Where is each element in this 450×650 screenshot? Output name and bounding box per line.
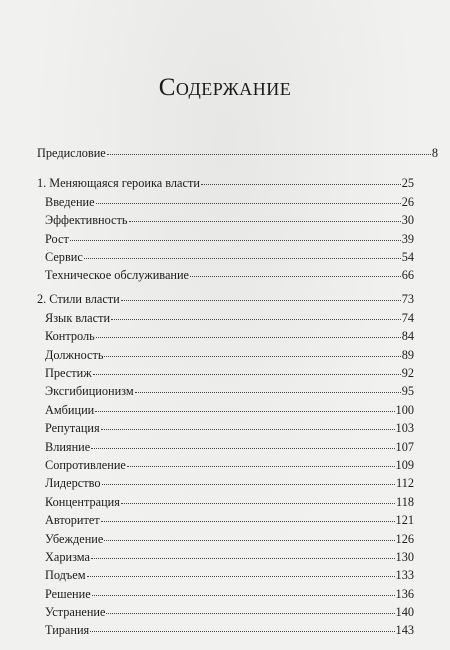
toc-entry — [45, 605, 414, 619]
toc-entry — [37, 292, 414, 306]
toc-entry — [45, 587, 414, 601]
toc-entry — [45, 250, 414, 264]
toc-entry-label: Репутация — [45, 421, 100, 435]
toc-entry-page-number: 133 — [395, 568, 414, 582]
toc-entry-page-number: 73 — [401, 292, 414, 306]
toc-entry-page-number: 126 — [395, 532, 414, 546]
toc-entry — [45, 195, 414, 209]
dot-leader — [87, 576, 395, 577]
toc-entry-page-number: 143 — [395, 623, 414, 637]
toc-entry-label: Влияние — [45, 440, 91, 454]
toc-entry-page-number: 121 — [395, 513, 414, 527]
page-title: Содержание — [158, 74, 292, 101]
dot-leader — [92, 595, 395, 596]
dot-leader — [93, 374, 401, 375]
toc-entry-page-number: 66 — [401, 268, 414, 282]
toc-entry — [45, 623, 414, 637]
toc-entry-page-number: 39 — [401, 232, 414, 246]
toc-entry — [45, 476, 414, 490]
toc-entry-label: Концентрация — [45, 495, 120, 509]
dot-leader — [190, 276, 401, 277]
toc-entry-label: Тирания — [45, 623, 90, 637]
toc-entry — [45, 384, 414, 398]
dot-leader — [127, 466, 395, 467]
toc-entry-page-number: 112 — [396, 476, 414, 490]
toc-entry-label: Сервис — [45, 250, 83, 264]
toc-entry — [45, 213, 414, 227]
toc-entry-label: Эксгибиционизм — [45, 384, 134, 398]
dot-leader — [91, 558, 395, 559]
dot-leader — [102, 484, 396, 485]
toc-entry-label: Предисловие — [37, 146, 106, 160]
toc-entry-page-number: 92 — [401, 366, 414, 380]
toc-entry-page-number: 107 — [395, 440, 414, 454]
toc-entry-label: Убеждение — [45, 532, 104, 546]
toc-entry-label: Устранение — [45, 605, 106, 619]
toc-entry — [45, 329, 414, 343]
toc-entry-page-number: 118 — [396, 495, 414, 509]
toc-entry-page-number: 109 — [395, 458, 414, 472]
toc-entry-label: Престиж — [45, 366, 92, 380]
toc-entry-page-number: 130 — [395, 550, 414, 564]
dot-leader — [135, 392, 401, 393]
toc-entry-label: Лидерство — [45, 476, 101, 490]
dot-leader — [104, 540, 394, 541]
toc-entry — [45, 268, 414, 282]
toc-entry-label: Техническое обслуживание — [45, 268, 190, 282]
dot-leader — [101, 521, 395, 522]
toc-entry-page-number: 25 — [401, 176, 414, 190]
toc-entry-page-number: 54 — [401, 250, 414, 264]
toc-entry-label: Должность — [45, 348, 104, 362]
dot-leader — [111, 319, 401, 320]
dot-leader — [104, 356, 400, 357]
toc-entry — [45, 532, 414, 546]
toc-entry — [45, 513, 414, 527]
toc-entry — [45, 232, 414, 246]
dot-leader — [201, 184, 401, 185]
toc-entry-page-number: 30 — [401, 213, 414, 227]
toc-entry — [45, 550, 414, 564]
toc-entry-label: Харизма — [45, 550, 90, 564]
toc-entry-label: 1. Меняющаяся героика власти — [37, 176, 200, 190]
dot-leader — [106, 613, 394, 614]
toc-entry-label: Введение — [45, 195, 95, 209]
toc-entry — [37, 146, 438, 160]
toc-entry — [45, 311, 414, 325]
dot-leader — [121, 300, 401, 301]
toc-entry — [45, 348, 414, 362]
toc-entry-label: Сопротивление — [45, 458, 126, 472]
toc-entry — [45, 458, 414, 472]
toc-entry-page-number: 100 — [395, 403, 414, 417]
dot-leader — [96, 203, 401, 204]
toc-entry-page-number: 103 — [395, 421, 414, 435]
toc-entry-label: Контроль — [45, 329, 95, 343]
dot-leader — [107, 154, 431, 155]
toc-entry-page-number: 89 — [401, 348, 414, 362]
dot-leader — [90, 631, 394, 632]
dot-leader — [129, 221, 401, 222]
toc-entry — [45, 440, 414, 454]
toc-entry-page-number: 95 — [401, 384, 414, 398]
toc-entry-page-number: 26 — [401, 195, 414, 209]
toc-entry-label: 2. Стили власти — [37, 292, 120, 306]
toc-entry — [45, 403, 414, 417]
dot-leader — [84, 258, 401, 259]
toc-entry-page-number: 136 — [395, 587, 414, 601]
toc-entry — [45, 495, 414, 509]
dot-leader — [101, 429, 395, 430]
toc-entry — [45, 366, 414, 380]
toc-entry-label: Подъем — [45, 568, 86, 582]
toc-entry-label: Авторитет — [45, 513, 100, 527]
toc-entry-page-number: 74 — [401, 311, 414, 325]
toc-entry — [45, 421, 414, 435]
dot-leader — [96, 337, 401, 338]
toc-entry-label: Эффективность — [45, 213, 128, 227]
dot-leader — [121, 503, 395, 504]
toc-entry — [45, 568, 414, 582]
toc-entry-page-number: 84 — [401, 329, 414, 343]
dot-leader — [70, 240, 401, 241]
toc-entry-page-number: 140 — [395, 605, 414, 619]
toc-entry-label: Амбиции — [45, 403, 95, 417]
toc-entry — [37, 176, 414, 190]
toc-entry-label: Рост — [45, 232, 69, 246]
toc-entry-page-number: 8 — [431, 146, 438, 160]
dot-leader — [91, 448, 394, 449]
toc-entry-label: Решение — [45, 587, 91, 601]
dot-leader — [95, 411, 394, 412]
toc-entry-label: Язык власти — [45, 311, 111, 325]
